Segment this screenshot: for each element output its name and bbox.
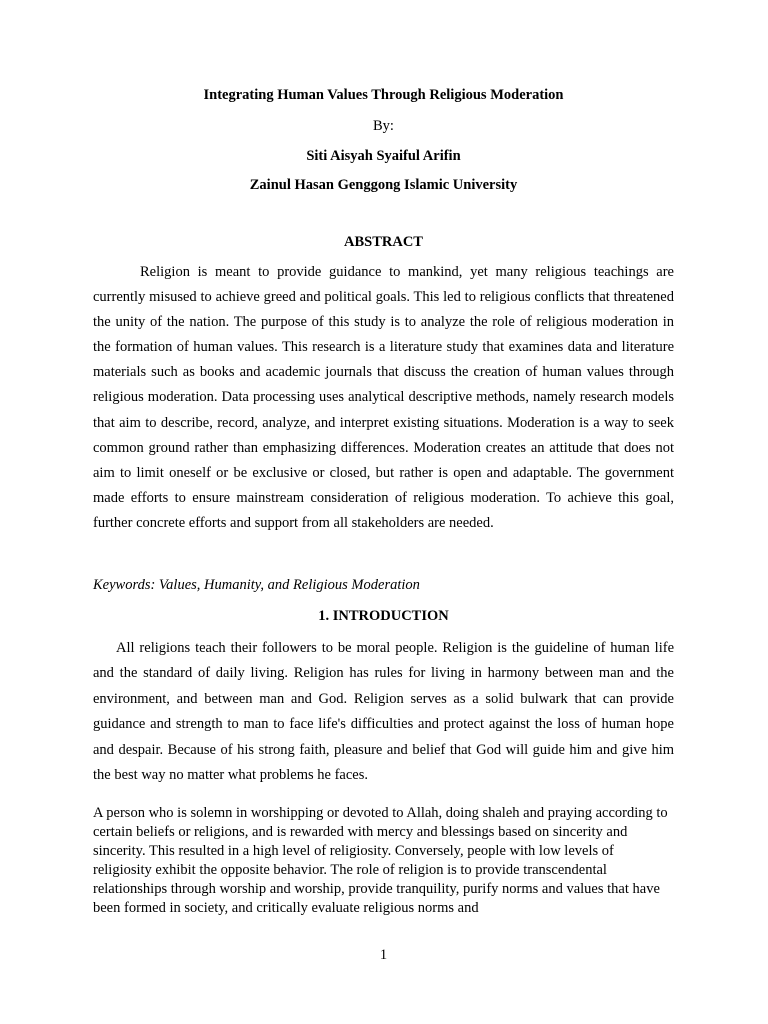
introduction-heading: 1. INTRODUCTION xyxy=(318,608,449,624)
document-page xyxy=(93,0,674,1024)
page-number: 1 xyxy=(379,947,388,963)
abstract-heading: ABSTRACT xyxy=(344,234,423,250)
introduction-paragraph-1: All religions teach their followers to be moral people. Religion is the guideline of human life and the standard of daily living. Religion has rules for living in harmony between man and the environment, and between man and God. Religion serves as a solid bulwark that can provide guidance and strength to man to face life's difficulties and protect against the loss of human hope and despair. Because of his strong faith, pleasure and belief that God will guide him and give him the best way no matter what problems he faces. xyxy=(93,640,674,784)
keywords: Keywords: Values, Humanity, and Religious Moderation xyxy=(93,577,420,593)
paper-title: Integrating Human Values Through Religious Moderation xyxy=(203,87,564,103)
author-name: Siti Aisyah Syaiful Arifin xyxy=(306,148,461,164)
abstract-body: Religion is meant to provide guidance to mankind, yet many religious teachings are currently misused to achieve greed and political goals. This led to religious conflicts that threatened the unity of the nation. The purpose of this study is to analyze the role of religious moderation in the formation of human values. This research is a literature study that examines data and literature materials such as books and academic journals that discuss the creation of human values through religious moderation. Data processing uses analytical descriptive methods, namely research models that aim to describe, record, analyze, and interpret existing situations. Moderation is a way to seek common ground rather than emphasizing differences. Moderation creates an attitude that does not aim to limit oneself or be exclusive or closed, but rather is open and adaptable. The government made efforts to ensure mainstream consideration of religious moderation. To achieve this goal, further concrete efforts and support from all stakeholders are needed. xyxy=(93,264,674,531)
introduction-paragraph-2: A person who is solemn in worshipping or devoted to Allah, doing shaleh and praying according to certain beliefs or religions, and is rewarded with mercy and blessings based on sincerity and sincerity. This resulted in a high level of religiosity. Conversely, people with low levels of religiosity exhibit the opposite behavior. The role of religion is to provide transcendental relationships through worship and worship, provide tranquility, purify norms and values that have been formed in society, and critically evaluate religious norms and xyxy=(93,805,668,916)
by-line: By: xyxy=(373,118,394,134)
author-affiliation: Zainul Hasan Genggong Islamic University xyxy=(249,177,518,193)
